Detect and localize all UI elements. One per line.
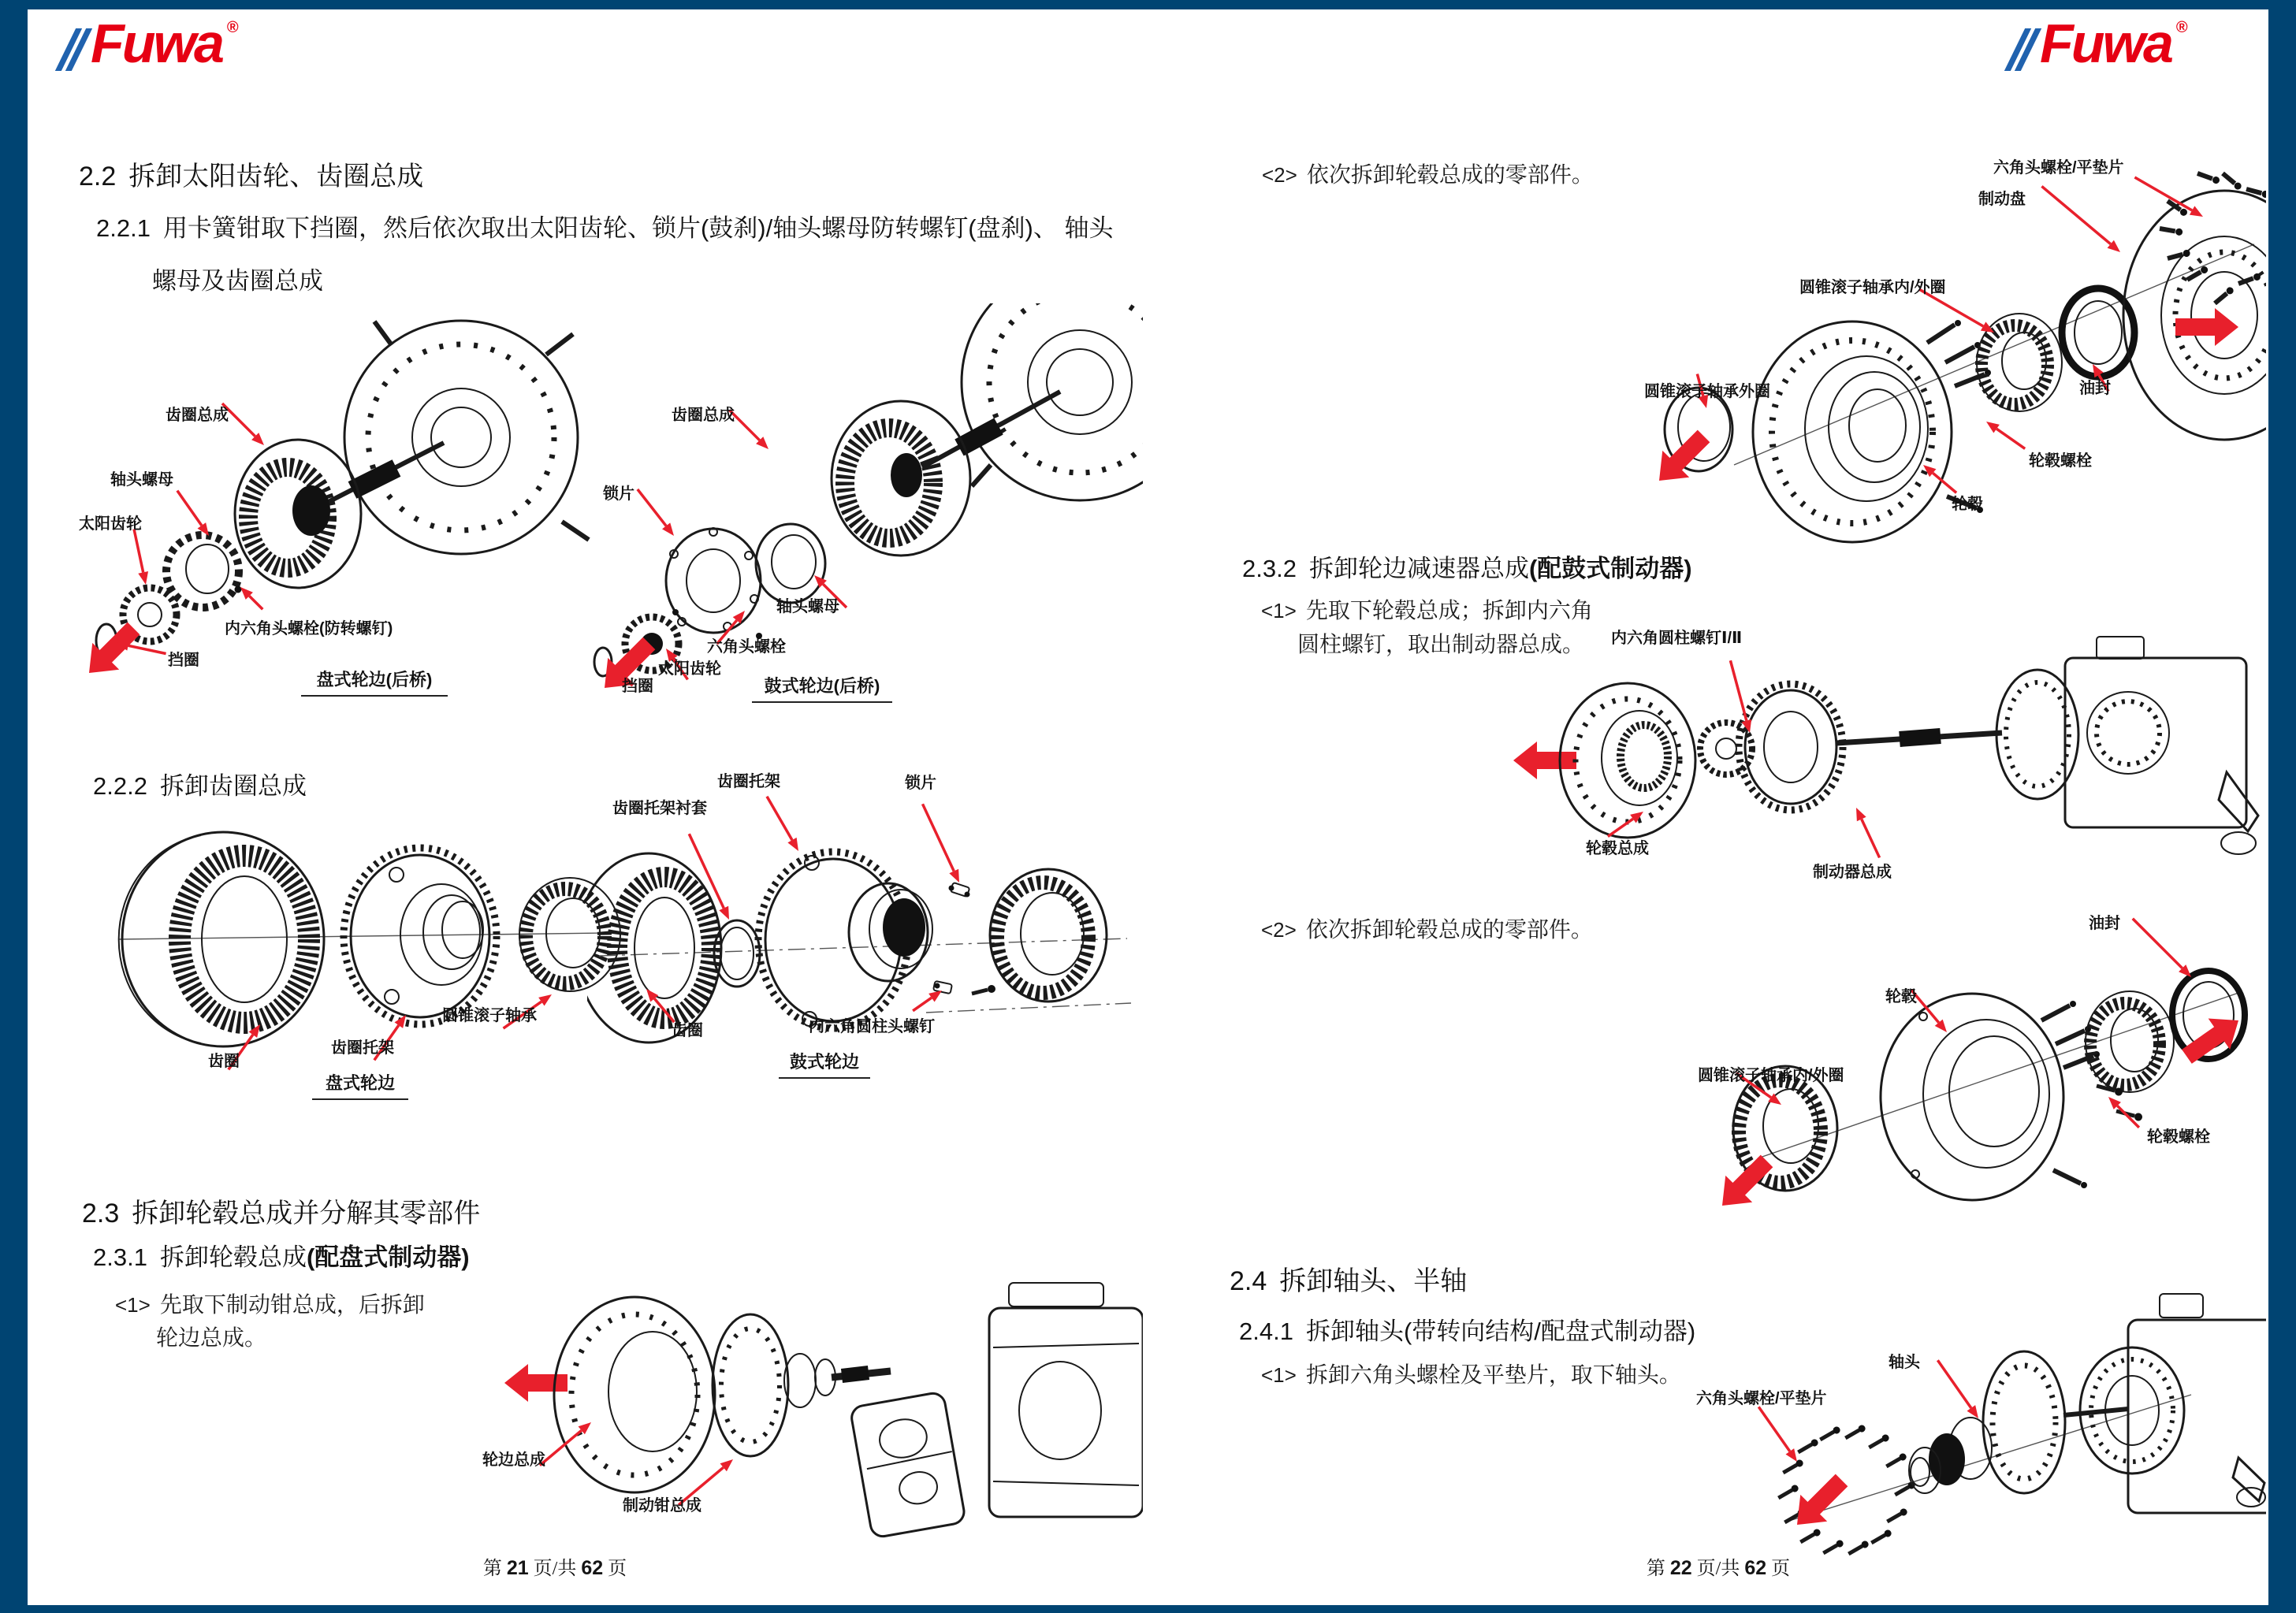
step-text: 先取下制动钳总成，后拆卸 [159, 1293, 425, 1318]
section-title: 拆卸轮毂总成并分解其零部件 [132, 1199, 481, 1228]
part-label-hex-bolt-washer: 六角头螺栓/平垫片 [1993, 159, 2124, 177]
part-label-carrier-bushing: 齿圈托架衬套 [612, 800, 707, 817]
axle-nut-drawing [166, 535, 239, 608]
wheel-side-assembly-drawing [554, 1297, 715, 1492]
part-label-bearing-inner-outer: 圆锥滚子轴承内/外圈 [1799, 279, 1946, 296]
section-title-bold: (配鼓式制动器) [1528, 555, 1692, 582]
removal-arrow-icon [2175, 308, 2238, 346]
removal-arrow-icon [1646, 422, 1717, 494]
axle-nut-drawing [756, 524, 825, 603]
section-2-2-1-heading [96, 208, 1113, 243]
ring-gear-drum-drawing [832, 401, 970, 556]
diagram-axle-head [1687, 1261, 2266, 1592]
part-label-taper-bearing: 圆锥滚子轴承 [442, 1007, 537, 1024]
step-text: 依次拆卸轮毂总成的零部件。 [1305, 918, 1593, 942]
leader-arrow-icon [910, 987, 944, 1015]
leader-arrow-icon [1725, 660, 1755, 734]
bolt-ring-drawing [1777, 1424, 1916, 1557]
leader-arrow-icon [1851, 805, 1884, 860]
part-label-sun-gear: 太阳齿轮 [658, 660, 721, 678]
logo-slashes-icon [2015, 28, 2035, 71]
part-label-carrier: 齿圈托架 [331, 1039, 394, 1057]
part-label-hex-bolt-washer: 六角头螺栓/平垫片 [1696, 1390, 1827, 1407]
part-label-oil-seal: 油封 [2079, 380, 2111, 397]
diagram-caption-drum-wheel-rear: 鼓式轮边(后桥) [752, 673, 892, 703]
footer-page-number: 22 [1669, 1557, 1692, 1579]
part-label-snap-ring: 挡圈 [622, 678, 653, 695]
part-label-oil-seal: 油封 [2089, 915, 2120, 932]
part-label-lock-plate: 锁片 [905, 775, 936, 792]
carrier-bushing-drawing [714, 920, 760, 987]
fuwa-logo-left [65, 13, 239, 74]
step-marker: <1> [1261, 599, 1297, 623]
logo-registered-mark: ® [2175, 19, 2188, 36]
step-marker: <2> [1261, 918, 1297, 942]
part-label-socket-head-bolt: 内六角头螺栓(防转螺钉) [225, 620, 393, 637]
step-2-3-1-1 [115, 1288, 425, 1319]
diagram-hub-disc-brake [473, 1253, 1143, 1584]
diagram-caption-disc-wheel: 盘式轮边 [312, 1070, 408, 1100]
section-number: 2.2.2 [93, 772, 147, 800]
section-title: 拆卸轴头(带转向结构/配盘式制动器) [1305, 1318, 1696, 1345]
shaft-drawing [832, 1371, 891, 1377]
hub-assembly-drawing [1560, 683, 1695, 838]
section-2-3-1-heading [93, 1237, 470, 1273]
footer-text: 页 [1771, 1559, 1791, 1579]
disc-wheel-rear-drawing [75, 299, 603, 717]
brake-disc-drawing [2123, 191, 2266, 440]
lock-tab-screw-drawing [933, 981, 995, 994]
leader-arrow-icon [2129, 915, 2194, 980]
leader-arrow-icon [236, 583, 266, 612]
part-label-lock-plate: 锁片 [603, 485, 634, 503]
step-text: 圆柱螺钉，取出制动器总成。 [1297, 633, 1585, 657]
logo-text: Fuwa [91, 13, 222, 74]
step-text: 先取下轮毂总成；拆卸内六角 [1305, 599, 1593, 623]
hub-housing-drawing [962, 303, 1143, 500]
step-2-3-1-2 [1262, 158, 1594, 189]
section-2-2-1-line2 [152, 261, 323, 296]
shaft-drawing [1836, 733, 2002, 743]
step-2-3-2-2 [1261, 912, 1593, 944]
section-number: 2.3 [82, 1199, 120, 1228]
section-number: 2.2 [79, 162, 117, 191]
section-title: 拆卸齿圈总成 [159, 772, 307, 800]
logo-slashes-icon [65, 28, 86, 71]
part-label-hex-bolt: 六角头螺栓 [707, 638, 786, 656]
section-2-4-heading [1230, 1259, 1467, 1298]
section-2-3-heading [82, 1191, 480, 1230]
part-label-bearing-inner-outer: 圆锥滚子轴承内/外圈 [1698, 1067, 1844, 1084]
logo-registered-mark: ® [226, 19, 239, 36]
removal-arrow-icon [504, 1364, 567, 1402]
page-border-right [2268, 0, 2296, 1613]
leader-arrow-icon [1755, 1404, 1801, 1465]
step-text: 依次拆卸轮毂总成的零部件。 [1306, 163, 1594, 188]
section-title: 拆卸轴头、半轴 [1279, 1266, 1468, 1296]
part-label-sun-gear: 太阳齿轮 [79, 515, 142, 533]
diagram-hub-parts-disc [1616, 126, 2266, 552]
section-2-4-1-heading [1239, 1311, 1695, 1347]
section-title: 拆卸轮边减速器总成 [1308, 555, 1529, 582]
part-label-axle-nut: 轴头螺母 [776, 598, 839, 615]
step-marker: <1> [115, 1293, 151, 1317]
leader-arrow-icon [173, 488, 214, 539]
section-number: 2.3.1 [93, 1243, 147, 1271]
hub-disc-brake-drawing [473, 1253, 1143, 1584]
footer-text: 页 [608, 1559, 627, 1579]
part-label-wheel-side-assembly: 轮边总成 [482, 1451, 545, 1469]
section-title-bold: (配盘式制动器) [306, 1243, 470, 1271]
part-label-hub-bolt: 轮毂螺栓 [2147, 1128, 2210, 1146]
page-number-left [463, 1552, 646, 1580]
axle-head-drawing [1687, 1261, 2266, 1592]
part-label-brake-assembly: 制动器总成 [1813, 864, 1892, 881]
part-label-carrier: 齿圈托架 [717, 773, 780, 790]
section-2-2-2-heading [93, 766, 307, 801]
section-2-3-2-heading [1242, 548, 1692, 584]
leader-arrow-icon [129, 528, 151, 585]
step-2-4-1-1 [1261, 1358, 1681, 1389]
section-2-2-heading [79, 154, 423, 193]
part-label-snap-ring: 挡圈 [168, 652, 199, 669]
leader-arrow-icon [1933, 1358, 1982, 1422]
diagram-caption-disc-wheel-rear: 盘式轮边(后桥) [301, 667, 448, 697]
step-text: 轮边总成。 [156, 1326, 267, 1351]
diagram-disc-wheel-rear [75, 299, 603, 717]
leader-arrow-icon [2104, 1093, 2142, 1131]
step-marker: <2> [1262, 163, 1297, 187]
step-marker: <1> [1261, 1363, 1297, 1387]
page-border-bottom [0, 1605, 2296, 1613]
part-label-axle-head: 轴头 [1889, 1354, 1920, 1371]
footer-text: 第 [1646, 1559, 1665, 1579]
part-label-hub-assembly: 轮毂总成 [1586, 840, 1649, 857]
removal-arrow-icon [1513, 741, 1576, 779]
part-label-ring-gear: 齿圈 [672, 1022, 703, 1039]
shaft-drawing [311, 443, 444, 511]
taper-bearing-drawing [990, 869, 1107, 1002]
lock-tab-drawing [949, 883, 970, 898]
part-label-ring-gear: 齿圈 [208, 1053, 240, 1070]
part-label-hub: 轮毂 [1952, 496, 1983, 513]
footer-page-number: 21 [506, 1557, 529, 1579]
section-number: 2.4 [1230, 1266, 1267, 1296]
footer-text: 页/共 [533, 1559, 577, 1579]
removal-arrow-icon [1784, 1466, 1855, 1538]
ring-gear-drum-drawing [235, 440, 361, 588]
section-text-line1: 用卡簧钳取下挡圈，然后依次取出太阳齿轮、锁片(鼓刹)/轴头螺母防转螺钉(盘刹)、 轴头 [162, 214, 1114, 242]
part-label-brake-disc: 制动盘 [1978, 191, 2026, 208]
section-title: 拆卸轮毂总成 [159, 1243, 307, 1271]
leader-arrow-icon [634, 486, 678, 539]
axle-head-part-drawing [1909, 1351, 2065, 1493]
hub-parts-disc-drawing [1616, 126, 2266, 552]
logo-text: Fuwa [2040, 13, 2171, 74]
lock-plate-drawing [666, 528, 761, 633]
step-2-3-1-1-line2 [156, 1321, 266, 1352]
brake-assembly-drawing [1996, 637, 2258, 854]
footer-text: 第 [482, 1559, 502, 1579]
part-label-hub-bolt: 轮毂螺栓 [2029, 452, 2092, 470]
section-number: 2.3.2 [1242, 555, 1297, 582]
fuwa-logo-right [2015, 13, 2188, 74]
page-border-top [0, 0, 2296, 9]
leader-arrow-icon [762, 793, 802, 853]
shaft-drawing [922, 392, 1060, 467]
step-text: 拆卸六角头螺栓及平垫片，取下轴头。 [1305, 1363, 1681, 1388]
axle-housing-drawing [989, 1283, 1143, 1517]
section-number: 2.2.1 [96, 214, 151, 242]
part-label-socket-cap-screw: 内六角圆柱头螺钉 [809, 1018, 935, 1035]
footer-total-pages: 62 [1744, 1557, 1767, 1579]
page-border-left [0, 0, 28, 1613]
part-label-bearing-outer-race: 圆锥滚子轴承外圈 [1644, 383, 1770, 400]
diagram-caption-drum-wheel: 鼓式轮边 [779, 1049, 870, 1079]
part-label-ring-gear-assembly: 齿圈总成 [166, 407, 229, 424]
page-number-right [1627, 1552, 1810, 1580]
bolt-drawing [672, 609, 679, 615]
hub-drawing [1881, 994, 2100, 1200]
section-title: 拆卸太阳齿轮、齿圈总成 [128, 162, 424, 191]
section-text-line2: 螺母及齿圈总成 [152, 267, 323, 295]
part-label-ring-gear-assembly: 齿圈总成 [672, 407, 735, 424]
carrier-drawing [758, 852, 932, 1028]
leader-arrow-icon [1983, 418, 2028, 453]
leader-arrow-icon [918, 802, 964, 885]
brake-caliper-drawing [850, 1392, 966, 1538]
part-label-axle-nut: 轴头螺母 [110, 471, 173, 489]
footer-total-pages: 62 [581, 1557, 604, 1579]
part-label-socket-cap-screw: 内六角圆柱螺钉Ⅰ/Ⅱ [1611, 630, 1743, 647]
section-number: 2.4.1 [1239, 1318, 1293, 1345]
part-label-hub: 轮毂 [1885, 988, 1917, 1005]
hub-housing-drawing [344, 321, 589, 554]
bolt-drawing [235, 586, 242, 593]
part-label-caliper-assembly: 制动钳总成 [623, 1497, 701, 1515]
ring-plate-drawing [713, 1314, 788, 1456]
taper-bearing-drawing [2086, 991, 2174, 1092]
ring-gear-drawing [587, 853, 721, 1043]
footer-text: 页/共 [1696, 1559, 1740, 1579]
leader-arrow-icon [2038, 182, 2123, 256]
